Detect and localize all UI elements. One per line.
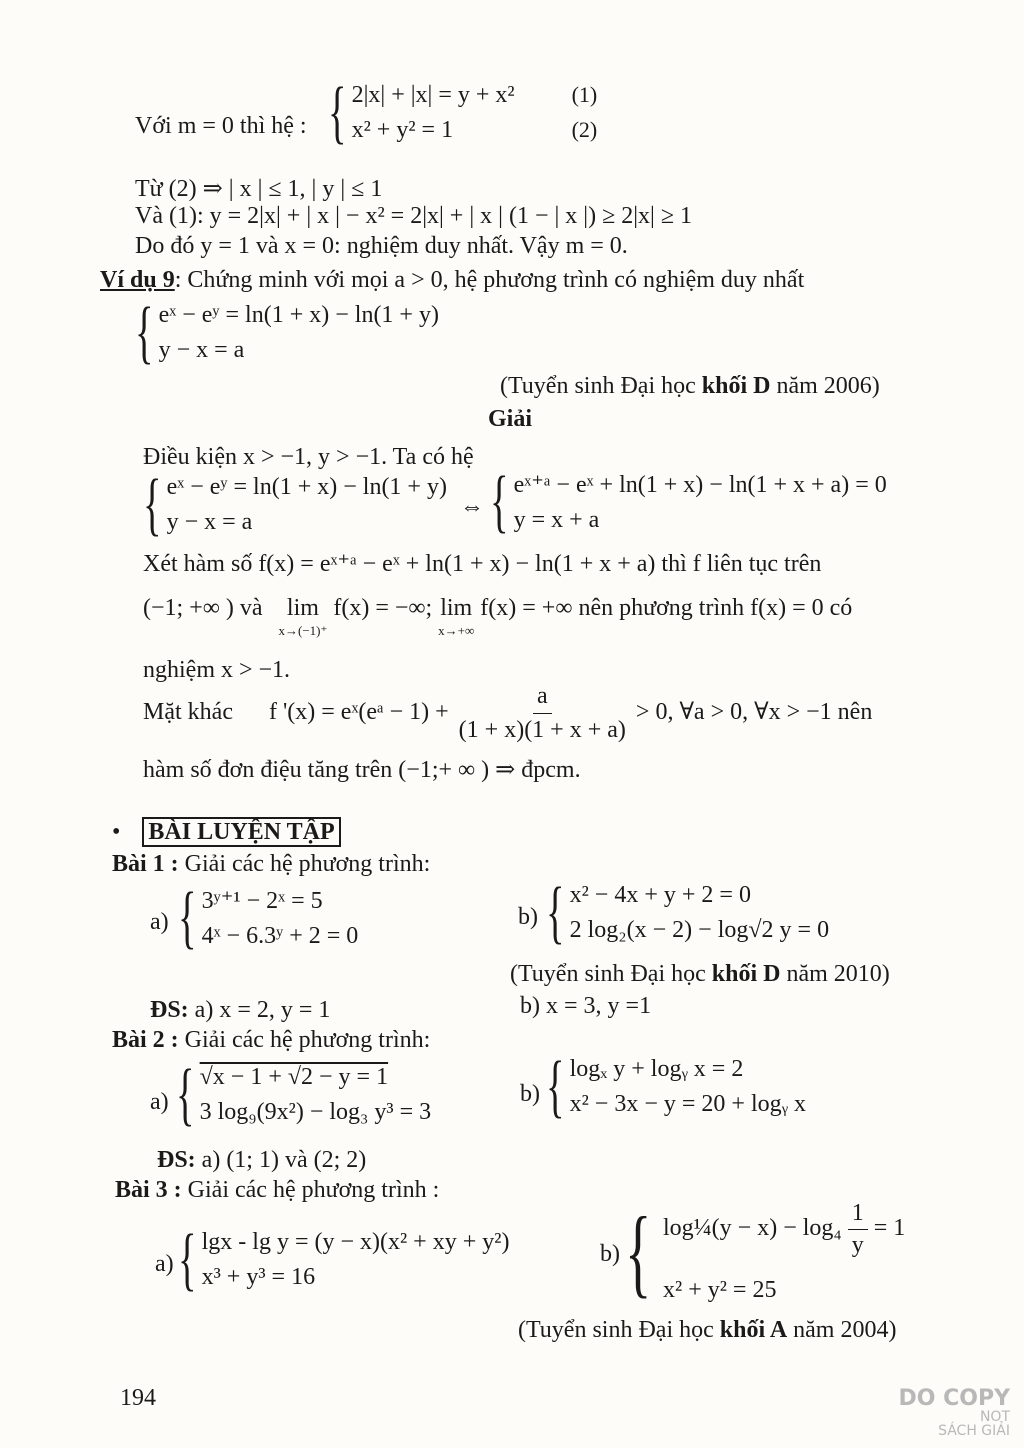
fraction-denominator: (1 + x)(1 + x + a) — [458, 716, 626, 743]
with-m0-text: Với m = 0 thì hệ : — [135, 113, 307, 139]
bai1-heading — [112, 850, 430, 879]
brace: { — [546, 874, 565, 951]
bai2-heading — [112, 1026, 430, 1055]
eq-tag-2: (2) — [571, 117, 598, 142]
bai3-text: Giải các hệ phương trình : — [181, 1177, 440, 1203]
bai3-b-fraction — [848, 1200, 868, 1259]
interval-text: (−1; +∞ ) và — [143, 595, 263, 621]
watermark-logo — [898, 1388, 1010, 1438]
bai2-b-label: b) — [520, 1081, 540, 1107]
bai1-a-eq1: 3ʸ⁺¹ − 2ˣ = 5 — [201, 888, 323, 914]
from-eq2-text: Từ (2) ⇒ | x | ≤ 1, | y | ≤ 1 — [135, 176, 383, 202]
bai1-source — [510, 960, 890, 989]
limit-1 — [278, 594, 327, 638]
other-hand-text: Mặt khác — [143, 698, 233, 725]
equivalent-system-right — [490, 463, 887, 540]
system-m0 — [328, 74, 598, 151]
source-suffix: năm 2004) — [787, 1317, 897, 1343]
eq1-post: = 1 — [873, 1215, 906, 1242]
source-prefix: (Tuyển sinh Đại học — [518, 1317, 720, 1343]
bai3-a-label: a) — [155, 1251, 174, 1277]
conclusion-text: Do đó y = 1 và x = 0: nghiệm duy nhất. Vậy m = 0. — [135, 233, 628, 259]
bai1-b-label: b) — [518, 904, 538, 930]
answer-label: ĐS: — [150, 997, 189, 1023]
bai2-a-system — [176, 1056, 432, 1133]
eq1-pre: log¼(y − x) − log₄ — [663, 1215, 842, 1242]
condition-text: Điều kiện x > −1, y > −1. Ta có hệ — [143, 444, 474, 470]
bai1-answer-a — [150, 996, 330, 1025]
system-eq2: x² + y² = 1 — [351, 117, 454, 143]
answer-text: a) (1; 1) và (2; 2) — [195, 1147, 367, 1173]
practice-title: BÀI LUYỆN TẬP — [142, 817, 340, 847]
lim-sub: x→+∞ — [438, 622, 475, 638]
bai2-answer — [157, 1146, 366, 1175]
fraction-numerator: a — [533, 682, 552, 714]
lim-word: lim — [286, 595, 319, 621]
source-suffix: năm 2010) — [780, 961, 890, 987]
source-bold: khối A — [719, 1317, 788, 1343]
bai2-text: Giải các hệ phương trình: — [178, 1027, 431, 1053]
limits-line — [143, 594, 852, 638]
rhs-eq1: eˣ⁺ᵃ − eˣ + ln(1 + x) − ln(1 + x + a) = 0 — [513, 472, 887, 498]
bai3-label: Bài 3 : — [115, 1177, 182, 1203]
equivalent-system-left — [143, 466, 447, 543]
example9-heading — [100, 266, 804, 295]
bai2-b-eq2: x² − 3x − y = 20 + logᵧ x — [569, 1091, 806, 1117]
example9-system — [135, 294, 439, 371]
fraction-numerator: 1 — [848, 1200, 868, 1230]
brace: { — [176, 1056, 195, 1133]
bai3-b-eq2: x² + y² = 25 — [663, 1277, 777, 1303]
bai2-a-label: a) — [150, 1089, 169, 1115]
bai3-b-system — [625, 1196, 906, 1307]
source-suffix: năm 2006) — [770, 373, 880, 399]
brace: { — [625, 1196, 652, 1307]
brace: { — [178, 1221, 197, 1298]
source-prefix: (Tuyển sinh Đại học — [510, 961, 712, 987]
answer-a: a) x = 2, y = 1 — [188, 997, 331, 1023]
bai2-label: Bài 2 : — [112, 1027, 179, 1053]
system-eq1: 2|x| + |x| = y + x² — [351, 82, 515, 108]
monotone-text: hàm số đơn điệu tăng trên (−1;+ ∞ ) ⇒ đpcm. — [143, 757, 581, 783]
bai3-b-label: b) — [600, 1241, 620, 1267]
example9-eq2: y − x = a — [158, 337, 245, 363]
bai1-answer-b: b) x = 3, y =1 — [520, 993, 652, 1019]
limit-1-expr: f(x) = −∞; — [333, 595, 433, 621]
watermark-line1: DO COPY — [898, 1386, 1010, 1411]
example9-source — [500, 372, 880, 401]
brace: { — [546, 1048, 565, 1125]
source-bold: khối D — [711, 961, 781, 987]
bai1-a-label: a) — [150, 909, 169, 935]
bai2-a-eq1: √x − 1 + √2 − y = 1 — [199, 1064, 389, 1090]
bai1-b-system — [546, 874, 830, 951]
bullet: • — [112, 819, 121, 845]
brace: { — [143, 466, 162, 543]
derivative-fraction — [455, 682, 630, 745]
bai1-label: Bài 1 : — [112, 851, 179, 877]
answer-label: ĐS: — [157, 1147, 196, 1173]
bai1-a-system — [178, 879, 359, 956]
equivalence-symbol: ⇔ — [460, 494, 484, 520]
lim-sub: x→(−1)⁺ — [278, 622, 328, 638]
bai3-a-eq2: x³ + y³ = 16 — [201, 1264, 316, 1290]
bai3-a-system — [178, 1221, 510, 1298]
bai3-source — [518, 1316, 896, 1345]
lim-word: lim — [440, 595, 473, 621]
bai1-b-eq1: x² − 4x + y + 2 = 0 — [569, 882, 751, 908]
brace: { — [490, 463, 509, 540]
solution-title: Giải — [488, 406, 533, 432]
brace: { — [135, 294, 154, 371]
example9-eq1: eˣ − eʸ = ln(1 + x) − ln(1 + y) — [158, 302, 439, 328]
limit-2 — [438, 594, 474, 638]
source-bold: khối D — [701, 373, 771, 399]
eq-tag-1: (1) — [571, 82, 598, 107]
source-prefix: (Tuyển sinh Đại học — [500, 373, 702, 399]
has-root-text: nghiệm x > −1. — [143, 657, 291, 683]
bai3-a-eq1: lgx - lg y = (y − x)(x² + xy + y²) — [201, 1229, 510, 1255]
derivative-line — [143, 682, 872, 745]
bai3-heading — [115, 1176, 439, 1205]
watermark-line3: SÁCH GIẢI — [938, 1423, 1010, 1439]
bai2-a-eq2: 3 log₉(9x²) − log₃ y³ = 3 — [199, 1099, 432, 1125]
watermark-line2: NOT — [979, 1409, 1010, 1425]
and-eq1-text: Và (1): y = 2|x| + | x | − x² = 2|x| + | x | (1 − | x |) ≥ 2|x| ≥ 1 — [135, 203, 693, 229]
bai2-b-system — [546, 1048, 806, 1125]
brace: { — [328, 74, 347, 151]
consider-function-text: Xét hàm số f(x) = eˣ⁺ᵃ − eˣ + ln(1 + x) − ln(1 + x + a) thì f liên tục trên — [143, 551, 822, 577]
bai1-b-eq2: 2 log₂(x − 2) − log√2 y = 0 — [569, 917, 830, 943]
rhs-eq2: y = x + a — [513, 507, 600, 533]
derivative-lhs: f '(x) = eˣ(eᵃ − 1) + — [268, 698, 449, 725]
limit-2-expr: f(x) = +∞ nên phương trình f(x) = 0 có — [480, 595, 853, 621]
lhs-eq1: eˣ − eʸ = ln(1 + x) − ln(1 + y) — [166, 474, 447, 500]
bai2-b-eq1: logₓ y + logᵧ x = 2 — [569, 1056, 744, 1082]
bai1-a-eq2: 4ˣ − 6.3ʸ + 2 = 0 — [201, 923, 359, 949]
example9-statement: : Chứng minh với mọi a > 0, hệ phương trình có nghiệm duy nhất — [174, 267, 805, 293]
fraction-denominator: y — [851, 1232, 864, 1258]
lhs-eq2: y − x = a — [166, 509, 253, 535]
bai1-text: Giải các hệ phương trình: — [178, 851, 431, 877]
example9-label: Ví dụ 9 — [100, 267, 175, 293]
bai3-b-eq1 — [663, 1200, 905, 1259]
derivative-rhs: > 0, ∀a > 0, ∀x > −1 nên — [635, 698, 873, 725]
brace: { — [178, 879, 197, 956]
practice-heading — [112, 818, 341, 847]
page-number: 194 — [120, 1385, 156, 1411]
